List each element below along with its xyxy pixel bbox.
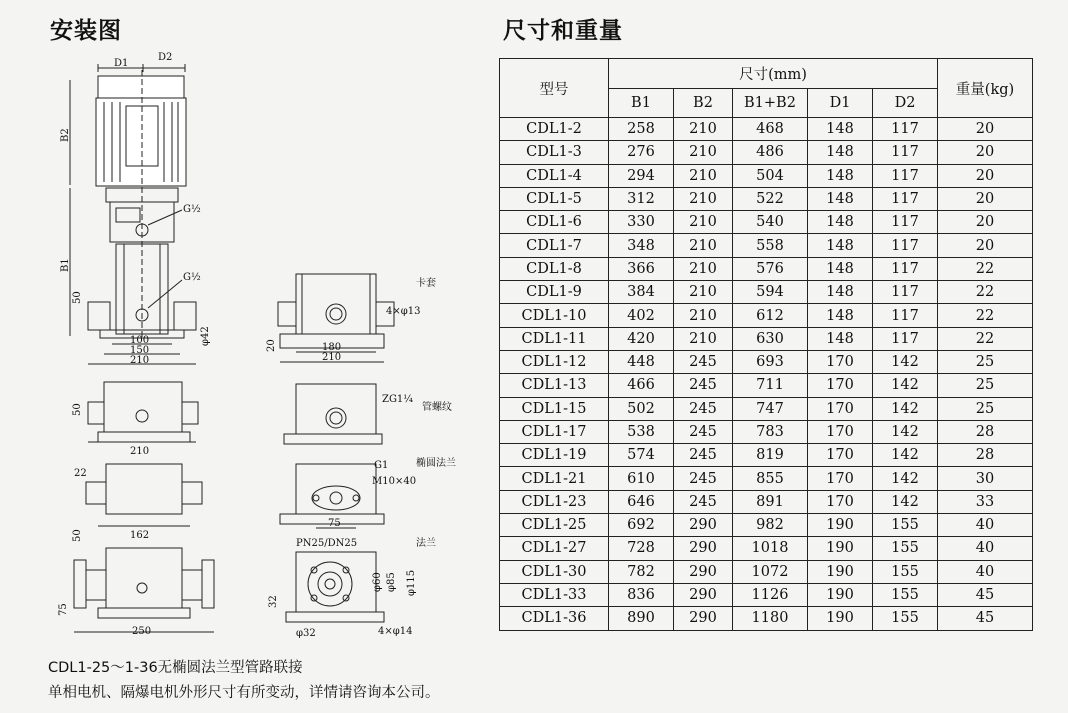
value-cell: 448 — [609, 350, 674, 373]
value-cell: 594 — [733, 281, 808, 304]
value-cell: 25 — [938, 350, 1033, 373]
model-cell: CDL1-21 — [500, 467, 609, 490]
value-cell: 148 — [808, 141, 873, 164]
oval-flange-front-view-drawing — [280, 456, 456, 529]
label-clamp: 卡套 — [416, 278, 436, 289]
label-4x14: 4×φ14 — [378, 626, 413, 637]
value-cell: 45 — [938, 607, 1033, 630]
value-cell: 148 — [808, 304, 873, 327]
value-cell: 20 — [938, 118, 1033, 141]
value-cell: 630 — [733, 327, 808, 350]
value-cell: 366 — [609, 257, 674, 280]
column-header: B1+B2 — [733, 89, 808, 118]
value-cell: 117 — [873, 118, 938, 141]
value-cell: 33 — [938, 490, 1033, 513]
value-cell: 142 — [873, 490, 938, 513]
installation-drawings — [40, 40, 490, 650]
oval-flange-side-view-drawing — [72, 464, 202, 542]
value-cell: 117 — [873, 257, 938, 280]
label-dim-250: 250 — [132, 626, 152, 637]
model-header: 型号 — [500, 59, 609, 118]
note-motor: 单相电机、隔爆电机外形尺寸有所变动，详情请咨询本公司。 — [48, 685, 440, 701]
value-cell: 20 — [938, 211, 1033, 234]
column-header: D1 — [808, 89, 873, 118]
table-row — [500, 537, 1033, 560]
value-cell: 117 — [873, 141, 938, 164]
table-row — [500, 304, 1033, 327]
value-cell: 819 — [733, 444, 808, 467]
label-dim-22: 22 — [74, 468, 87, 479]
value-cell: 20 — [938, 141, 1033, 164]
note-flange: CDL1-25～1-36无椭圆法兰型管路联接 — [48, 660, 303, 676]
value-cell: 22 — [938, 304, 1033, 327]
model-cell: CDL1-7 — [500, 234, 609, 257]
value-cell: 540 — [733, 211, 808, 234]
value-cell: 245 — [674, 467, 733, 490]
table-row — [500, 514, 1033, 537]
label-zg: ZG1¼ — [382, 394, 413, 405]
label-d1: D1 — [114, 58, 129, 69]
value-cell: 384 — [609, 281, 674, 304]
value-cell: 783 — [733, 420, 808, 443]
value-cell: 142 — [873, 374, 938, 397]
table-row — [500, 234, 1033, 257]
table-row — [500, 490, 1033, 513]
model-cell: CDL1-6 — [500, 211, 609, 234]
label-flange: 法兰 — [416, 538, 436, 549]
label-dim-50-b: 50 — [72, 403, 83, 416]
value-cell: 20 — [938, 234, 1033, 257]
value-cell: 245 — [674, 350, 733, 373]
value-cell: 30 — [938, 467, 1033, 490]
value-cell: 117 — [873, 187, 938, 210]
value-cell: 210 — [674, 234, 733, 257]
table-row — [500, 211, 1033, 234]
value-cell: 646 — [609, 490, 674, 513]
value-cell: 504 — [733, 164, 808, 187]
value-cell: 692 — [609, 514, 674, 537]
value-cell: 294 — [609, 164, 674, 187]
value-cell: 148 — [808, 211, 873, 234]
model-cell: CDL1-5 — [500, 187, 609, 210]
model-cell: CDL1-12 — [500, 350, 609, 373]
value-cell: 276 — [609, 141, 674, 164]
value-cell: 40 — [938, 514, 1033, 537]
value-cell: 155 — [873, 583, 938, 606]
value-cell: 170 — [808, 374, 873, 397]
value-cell: 148 — [808, 234, 873, 257]
value-cell: 190 — [808, 560, 873, 583]
table-row — [500, 420, 1033, 443]
value-cell: 22 — [938, 327, 1033, 350]
label-oval-flange: 椭圆法兰 — [416, 458, 456, 469]
label-dim-162: 162 — [130, 530, 150, 541]
model-cell: CDL1-11 — [500, 327, 609, 350]
value-cell: 170 — [808, 350, 873, 373]
value-cell: 210 — [674, 327, 733, 350]
label-phi32: φ32 — [296, 628, 316, 639]
value-cell: 170 — [808, 490, 873, 513]
value-cell: 155 — [873, 537, 938, 560]
value-cell: 20 — [938, 164, 1033, 187]
value-cell: 522 — [733, 187, 808, 210]
value-cell: 610 — [609, 467, 674, 490]
value-cell: 190 — [808, 514, 873, 537]
value-cell: 25 — [938, 397, 1033, 420]
model-cell: CDL1-2 — [500, 118, 609, 141]
table-row — [500, 141, 1033, 164]
table-row — [500, 607, 1033, 630]
label-pipe-thread: 管螺纹 — [422, 402, 452, 413]
value-cell: 22 — [938, 281, 1033, 304]
model-cell: CDL1-4 — [500, 164, 609, 187]
value-cell: 782 — [609, 560, 674, 583]
table-row — [500, 350, 1033, 373]
value-cell: 142 — [873, 350, 938, 373]
value-cell: 836 — [609, 583, 674, 606]
model-cell: CDL1-19 — [500, 444, 609, 467]
column-header: B2 — [674, 89, 733, 118]
model-cell: CDL1-33 — [500, 583, 609, 606]
table-body — [500, 118, 1033, 631]
value-cell: 210 — [674, 187, 733, 210]
value-cell: 1126 — [733, 583, 808, 606]
model-cell: CDL1-17 — [500, 420, 609, 443]
value-cell: 155 — [873, 607, 938, 630]
value-cell: 117 — [873, 164, 938, 187]
label-b1: B1 — [60, 258, 71, 272]
value-cell: 210 — [674, 257, 733, 280]
column-header: D2 — [873, 89, 938, 118]
label-phi42: φ42 — [200, 326, 211, 346]
table-row — [500, 374, 1033, 397]
thread-side-view-drawing — [72, 382, 198, 457]
value-cell: 142 — [873, 397, 938, 420]
value-cell: 148 — [808, 164, 873, 187]
value-cell: 502 — [609, 397, 674, 420]
value-cell: 155 — [873, 514, 938, 537]
value-cell: 28 — [938, 420, 1033, 443]
model-cell: CDL1-23 — [500, 490, 609, 513]
value-cell: 148 — [808, 327, 873, 350]
column-header: B1 — [609, 89, 674, 118]
value-cell: 45 — [938, 583, 1033, 606]
value-cell: 20 — [938, 187, 1033, 210]
flange-front-view-drawing — [268, 536, 436, 639]
label-4x13: 4×φ13 — [386, 306, 421, 317]
value-cell: 855 — [733, 467, 808, 490]
value-cell: 891 — [733, 490, 808, 513]
value-cell: 290 — [674, 607, 733, 630]
model-cell: CDL1-25 — [500, 514, 609, 537]
value-cell: 312 — [609, 187, 674, 210]
value-cell: 170 — [808, 444, 873, 467]
value-cell: 245 — [674, 490, 733, 513]
table-row — [500, 327, 1033, 350]
label-b2: B2 — [60, 128, 71, 142]
label-dim-32: 32 — [268, 595, 279, 608]
label-dim-210-c: 210 — [130, 446, 150, 457]
value-cell: 148 — [808, 187, 873, 210]
label-g1: G1 — [374, 460, 389, 471]
label-dim-50-c: 50 — [72, 529, 83, 542]
model-cell: CDL1-27 — [500, 537, 609, 560]
label-dim-75-a: 75 — [328, 518, 341, 529]
table-row — [500, 444, 1033, 467]
value-cell: 117 — [873, 304, 938, 327]
label-dim-75-b: 75 — [58, 603, 69, 616]
value-cell: 40 — [938, 537, 1033, 560]
value-cell: 210 — [674, 211, 733, 234]
model-cell: CDL1-9 — [500, 281, 609, 304]
value-cell: 245 — [674, 444, 733, 467]
model-cell: CDL1-36 — [500, 607, 609, 630]
value-cell: 711 — [733, 374, 808, 397]
model-cell: CDL1-3 — [500, 141, 609, 164]
value-cell: 28 — [938, 444, 1033, 467]
label-phi60: φ60 — [372, 572, 383, 592]
dims-weight-heading: 尺寸和重量 — [503, 18, 623, 44]
value-cell: 117 — [873, 234, 938, 257]
label-dim-180: 180 — [322, 342, 342, 353]
value-cell: 468 — [733, 118, 808, 141]
value-cell: 466 — [609, 374, 674, 397]
table-row — [500, 560, 1033, 583]
model-cell: CDL1-8 — [500, 257, 609, 280]
label-dim-150: 150 — [130, 345, 150, 356]
value-cell: 170 — [808, 397, 873, 420]
value-cell: 693 — [733, 350, 808, 373]
value-cell: 210 — [674, 118, 733, 141]
label-g-half-top: G½ — [183, 204, 201, 215]
value-cell: 190 — [808, 607, 873, 630]
label-m10x40: M10×40 — [372, 476, 417, 487]
table-row — [500, 397, 1033, 420]
value-cell: 190 — [808, 583, 873, 606]
label-dim-210-b: 210 — [322, 352, 342, 363]
value-cell: 558 — [733, 234, 808, 257]
installation-heading: 安装图 — [50, 18, 122, 44]
value-cell: 40 — [938, 560, 1033, 583]
model-cell: CDL1-30 — [500, 560, 609, 583]
value-cell: 982 — [733, 514, 808, 537]
value-cell: 117 — [873, 281, 938, 304]
value-cell: 574 — [609, 444, 674, 467]
value-cell: 576 — [733, 257, 808, 280]
value-cell: 402 — [609, 304, 674, 327]
value-cell: 290 — [674, 537, 733, 560]
value-cell: 486 — [733, 141, 808, 164]
value-cell: 1072 — [733, 560, 808, 583]
clamp-view-drawing — [266, 274, 436, 363]
value-cell: 538 — [609, 420, 674, 443]
label-phi85: φ85 — [386, 572, 397, 592]
pump-elevation-drawing — [60, 52, 211, 366]
value-cell: 142 — [873, 467, 938, 490]
value-cell: 170 — [808, 420, 873, 443]
size-header: 尺寸(mm) — [609, 59, 938, 89]
value-cell: 22 — [938, 257, 1033, 280]
value-cell: 142 — [873, 444, 938, 467]
table-row — [500, 281, 1033, 304]
value-cell: 148 — [808, 257, 873, 280]
value-cell: 148 — [808, 118, 873, 141]
value-cell: 148 — [808, 281, 873, 304]
value-cell: 170 — [808, 467, 873, 490]
value-cell: 245 — [674, 420, 733, 443]
value-cell: 890 — [609, 607, 674, 630]
value-cell: 117 — [873, 211, 938, 234]
zg-thread-view-drawing — [284, 384, 452, 444]
table-row — [500, 257, 1033, 280]
table-row — [500, 187, 1033, 210]
value-cell: 1180 — [733, 607, 808, 630]
table-row — [500, 467, 1033, 490]
value-cell: 155 — [873, 560, 938, 583]
model-cell: CDL1-15 — [500, 397, 609, 420]
table-row — [500, 118, 1033, 141]
label-dim-100: 100 — [130, 335, 150, 346]
value-cell: 25 — [938, 374, 1033, 397]
label-pn-dn: PN25/DN25 — [296, 538, 358, 549]
label-phi115: φ115 — [406, 569, 417, 596]
value-cell: 290 — [674, 583, 733, 606]
dimensions-weight-table — [499, 58, 1033, 631]
label-dim-20: 20 — [266, 339, 277, 352]
value-cell: 210 — [674, 164, 733, 187]
value-cell: 330 — [609, 211, 674, 234]
value-cell: 142 — [873, 420, 938, 443]
value-cell: 258 — [609, 118, 674, 141]
value-cell: 728 — [609, 537, 674, 560]
model-cell: CDL1-10 — [500, 304, 609, 327]
value-cell: 747 — [733, 397, 808, 420]
table-row — [500, 164, 1033, 187]
value-cell: 348 — [609, 234, 674, 257]
value-cell: 245 — [674, 374, 733, 397]
weight-header: 重量(kg) — [938, 59, 1033, 118]
value-cell: 117 — [873, 327, 938, 350]
value-cell: 190 — [808, 537, 873, 560]
value-cell: 290 — [674, 560, 733, 583]
model-cell: CDL1-13 — [500, 374, 609, 397]
value-cell: 290 — [674, 514, 733, 537]
value-cell: 420 — [609, 327, 674, 350]
label-dim-210-a: 210 — [130, 355, 150, 366]
value-cell: 210 — [674, 304, 733, 327]
label-g-half-bottom: G½ — [183, 272, 201, 283]
value-cell: 1018 — [733, 537, 808, 560]
label-dim-50-left: 50 — [72, 291, 83, 304]
flange-side-view-drawing — [58, 548, 214, 637]
label-d2: D2 — [158, 52, 173, 63]
value-cell: 245 — [674, 397, 733, 420]
value-cell: 210 — [674, 141, 733, 164]
value-cell: 612 — [733, 304, 808, 327]
value-cell: 210 — [674, 281, 733, 304]
table-row — [500, 583, 1033, 606]
